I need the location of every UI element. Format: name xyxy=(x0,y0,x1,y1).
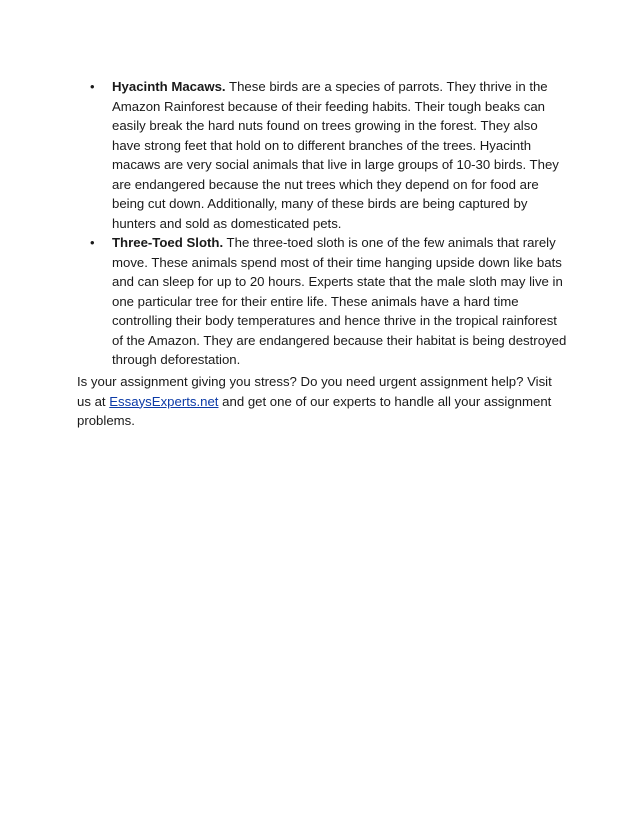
closing-paragraph xyxy=(77,372,567,431)
list-item-text xyxy=(112,233,567,370)
list-item-body: The three-toed sloth is one of the few animals that rarely move. These animals spend most of their time hanging upside down like bats and can sleep for up to 20 hours. Experts state that the male sloth may live in one particular tree for their entire life. These animals have a hard time controlling their body temperatures and hence thrive in the tropical rainforest of the Amazon. They are endangered because their habitat is being destroyed through deforestation. xyxy=(112,235,567,367)
list-item-term: Three-Toed Sloth. xyxy=(112,235,224,250)
bullet-icon: • xyxy=(90,235,95,250)
bullet-icon: • xyxy=(90,79,95,94)
animal-bullet-list xyxy=(77,77,567,370)
list-item-hyacinth-macaws xyxy=(77,77,567,233)
essaysexperts-link[interactable]: EssaysExperts.net xyxy=(109,393,219,409)
list-item-body: These birds are a species of parrots. They thrive in the Amazon Rainforest because of their feeding habits. Their tough beaks can easily break the hard nuts found on trees growing in the forest. They also have strong feet that hold on to different branches of the trees. Hyacinth macaws are very social animals that live in large groups of 10-30 birds. They are endangered because the nut trees which they depend on for food are being cut down. Additionally, many of these birds are being captured by hunters and sold as domesticated pets. xyxy=(112,79,559,231)
closing-text-after-link: and get one of our experts to handle all your assignment problems. xyxy=(77,393,552,428)
list-item-text xyxy=(112,77,567,233)
list-item-term: Hyacinth Macaws. xyxy=(112,79,226,94)
list-item-three-toed-sloth xyxy=(77,233,567,370)
closing-text-before-link: Is your assignment giving you stress? Do you need urgent assignment help? Visit us at xyxy=(77,374,552,409)
